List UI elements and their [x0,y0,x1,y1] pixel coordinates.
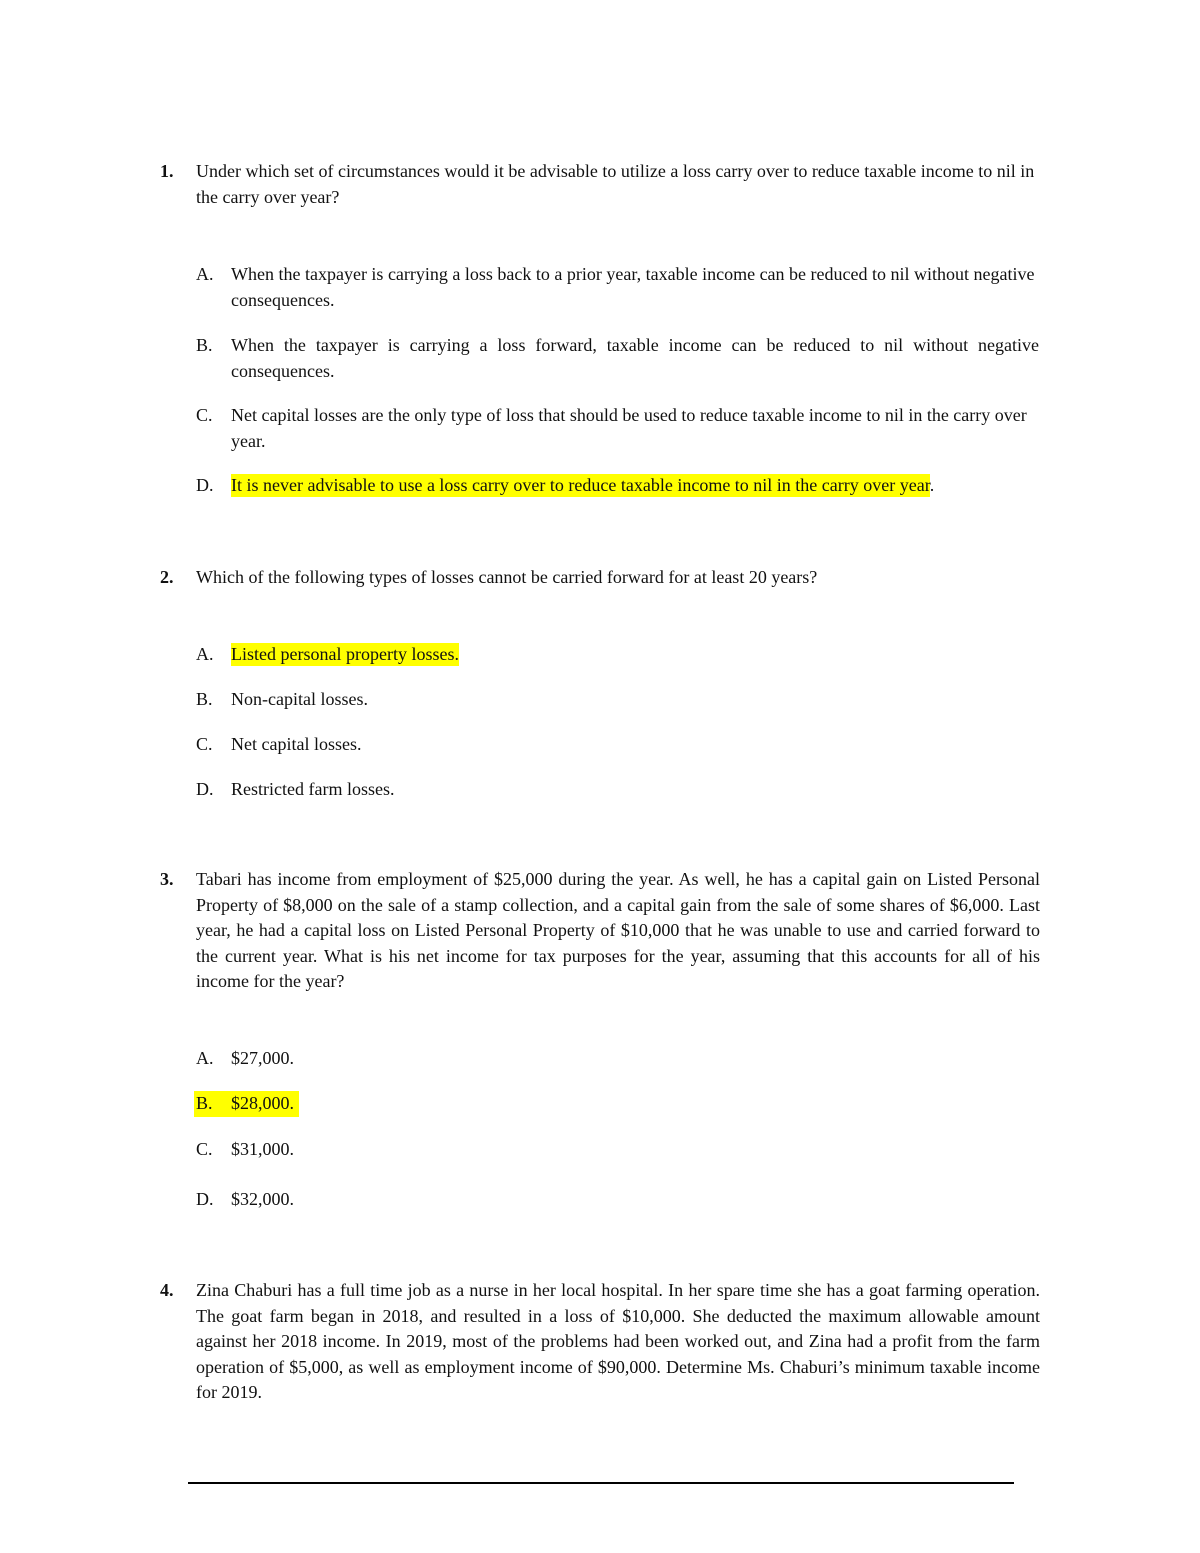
question-number: 4. [160,1280,174,1300]
option-text: Non-capital losses. [231,689,368,709]
question-text: Which of the following types of losses cannot be carried forward for at least 20 years? [196,567,818,587]
option-letter: A. [196,264,214,284]
option-text: When the taxpayer is carrying a loss forward, taxable income can be reduced to nil without negative consequences. [231,335,1039,381]
highlighted-answer: It is never advisable to use a loss carry over to reduce taxable income to nil in the carry over year [231,475,930,495]
option-letter: B. [196,335,213,355]
highlighted-answer: Listed personal property losses. [231,644,459,664]
option-letter: B. [196,1093,213,1113]
option-text: Restricted farm losses. [231,779,395,799]
option-text: $27,000. [231,1048,294,1068]
option-letter: A. [196,644,214,664]
answer-period: . [929,475,935,495]
option-text: When the taxpayer is carrying a loss back to a prior year, taxable income can be reduced to nil without negative consequences. [231,264,1035,310]
option-letter: A. [196,1048,214,1068]
question-number: 2. [160,567,174,587]
option-text: $32,000. [231,1189,294,1209]
option-letter: D. [196,475,214,495]
question-text: Zina Chaburi has a full time job as a nurse in her local hospital. In her spare time she has a goat farming operation. The goat farm began in 2018, and resulted in a loss of $10,000. She deducted the maximum allowable amount against her 2018 income. In 2019, most of the problems had been worked out, and Zina had a profit from the farm operation of $5,000, as well as employment income of $90,000. Determine Ms. Chaburi’s minimum taxable income for 2019. [196,1280,1040,1402]
option-letter: C. [196,1139,213,1159]
option-letter: C. [196,734,213,754]
option-text-answer [231,473,1039,499]
option-letter: D. [196,779,214,799]
option-letter: D. [196,1189,214,1209]
option-text-answer: $28,000. [231,1093,294,1113]
option-text: Net capital losses are the only type of loss that should be used to reduce taxable income to nil in the carry over year. [231,405,1027,451]
option-text: $31,000. [231,1139,294,1159]
question-text: Tabari has income from employment of $25,000 during the year. As well, he has a capital gain on Listed Personal Property of $8,000 on the sale of a stamp collection, and a capital gain from the sale of some shares of $6,000. Last year, he had a capital loss on Listed Personal Property of $10,000 that he was unable to use and carried forward to the current year. What is his net income for tax purposes for the year, assuming that this accounts for all of his income for the year? [196,869,1040,991]
option-letter: C. [196,405,213,425]
footer-rule [188,1482,1014,1484]
question-number: 3. [160,869,174,889]
question-number: 1. [160,161,174,181]
question-text: Under which set of circumstances would it be advisable to utilize a loss carry over to reduce taxable income to nil in the carry over year? [196,161,1035,207]
option-text-answer [231,642,1039,668]
option-letter: B. [196,689,213,709]
option-text: Net capital losses. [231,734,362,754]
